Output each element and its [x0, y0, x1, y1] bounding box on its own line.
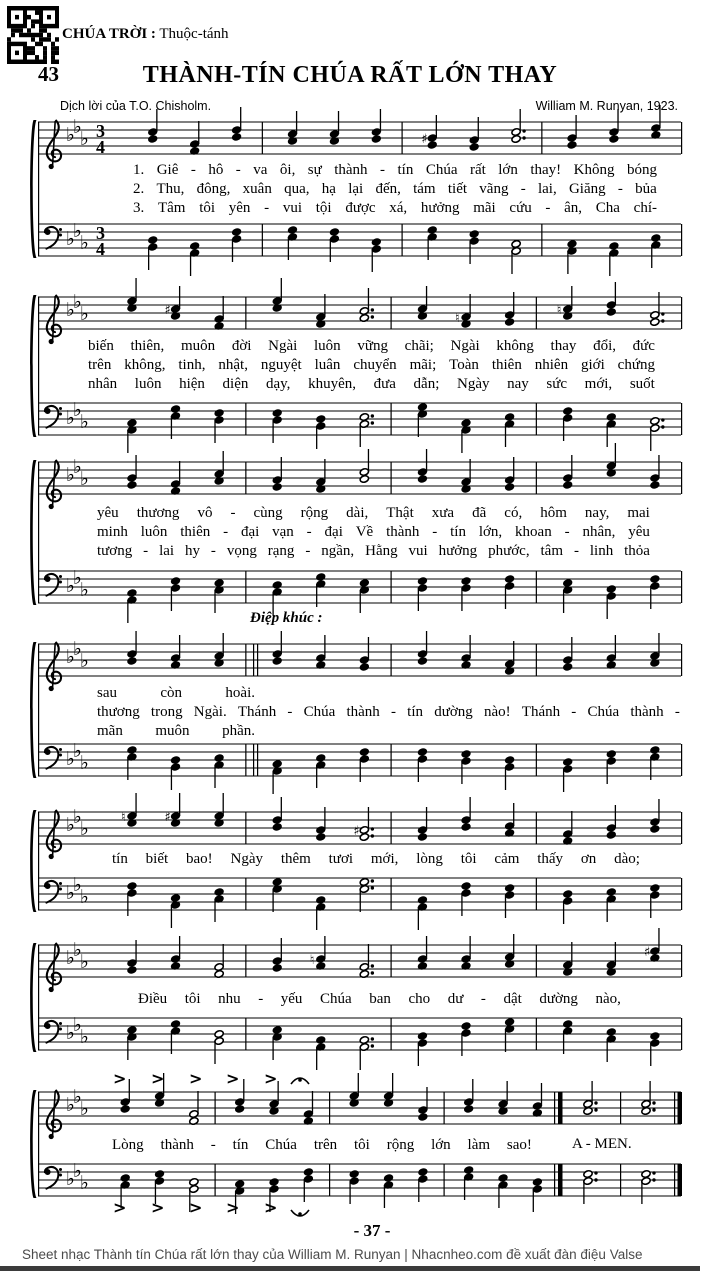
key-signature-flats — [66, 1086, 89, 1120]
svg-text:♭: ♭ — [80, 232, 89, 254]
svg-text:4: 4 — [96, 137, 105, 157]
lyric-line-system7-1: Lòng thành - tín Chúa trên tôi rộng lớn làm sao! — [112, 1137, 532, 1153]
system-brace — [30, 943, 36, 1052]
lyric-line-system2-3: nhân luôn hiện diện dạy, khuyên, đưa dẫn; Ngày nay sức mới, suốt — [88, 376, 655, 392]
treble-clef-icon — [47, 642, 61, 691]
accent-mark: > — [189, 1069, 203, 1088]
lyric-line-system3-2: minh luôn thiên - đại vạn - đại Về thành - tín lớn, khoan - nhân, yêu — [97, 524, 650, 540]
svg-text:♭: ♭ — [73, 1160, 82, 1182]
chorus-label: Điệp khúc : — [250, 610, 323, 626]
key-signature-flats — [66, 740, 89, 774]
svg-text:♯: ♯ — [421, 132, 428, 147]
amen-text: A - MEN. — [572, 1136, 632, 1152]
treble-clef-icon — [47, 810, 61, 859]
svg-text:♭: ♭ — [66, 882, 75, 904]
svg-text:4: 4 — [96, 239, 105, 259]
key-signature-flats — [66, 638, 89, 672]
svg-text:♭: ♭ — [80, 579, 89, 601]
bass-clef-icon — [45, 1167, 62, 1189]
music-system-7 — [0, 1069, 700, 1226]
svg-text:♭: ♭ — [66, 575, 75, 597]
accent-mark: > — [113, 1069, 127, 1088]
page-number: - 37 - — [353, 1221, 391, 1240]
svg-text:3: 3 — [96, 223, 105, 243]
accent-mark: > — [226, 1069, 240, 1088]
svg-text:♭: ♭ — [80, 128, 89, 150]
accent-mark: > — [264, 1069, 278, 1088]
svg-text:♭: ♭ — [73, 806, 82, 828]
svg-text:♭: ♭ — [73, 638, 82, 660]
key-signature-flats — [66, 220, 89, 254]
category-heading — [62, 26, 229, 43]
svg-text:♭: ♭ — [73, 740, 82, 762]
svg-text:♮: ♮ — [120, 810, 126, 825]
svg-text:♭: ♭ — [80, 411, 89, 433]
time-signature — [96, 121, 105, 157]
svg-text:♭: ♭ — [66, 407, 75, 429]
svg-text:♮: ♮ — [556, 303, 562, 318]
page-title: THÀNH-TÍN CHÚA RẤT LỚN THAY — [142, 62, 558, 88]
svg-text:♭: ♭ — [66, 1022, 75, 1044]
category-label: CHÚA TRỜI : — [62, 26, 156, 42]
music-system-5 — [0, 806, 700, 940]
svg-text:♭: ♭ — [66, 1094, 75, 1116]
svg-text:♭: ♭ — [80, 752, 89, 774]
fermata-icon — [291, 1210, 309, 1216]
svg-text:♭: ♭ — [73, 939, 82, 961]
key-signature-flats — [66, 399, 89, 433]
svg-text:♭: ♭ — [66, 947, 75, 969]
svg-text:♯: ♯ — [643, 945, 651, 960]
lyric-line-system3-1: yêu thương vô - cùng rộng dài, Thật xưa đã có, hôm nay, mai — [97, 505, 650, 521]
svg-text:♭: ♭ — [73, 567, 82, 589]
composer-credit: William M. Runyan, 1923. — [535, 99, 678, 113]
bass-clef-icon — [45, 406, 62, 428]
bass-clef-icon — [45, 881, 62, 903]
svg-text:♭: ♭ — [66, 814, 75, 836]
lyric-line-system3-3: tương - lai hy - vọng rạng - ngần, Hằng vui hưởng phước, tâm - linh thỏa — [97, 543, 650, 559]
svg-text:♭: ♭ — [80, 303, 89, 325]
category-value: Thuộc-tánh — [159, 26, 229, 42]
svg-text:♭: ♭ — [80, 468, 89, 490]
lyric-line-system1-1: 1. Giê - hô - va ôi, sự thành - tín Chúa rất lớn thay! Không bóng — [133, 162, 657, 178]
svg-text:♮: ♮ — [309, 953, 315, 968]
svg-text:♭: ♭ — [80, 650, 89, 672]
svg-text:♭: ♭ — [80, 886, 89, 908]
bass-clef-icon — [45, 574, 62, 596]
key-signature-flats — [66, 116, 89, 150]
svg-text:♭: ♭ — [66, 646, 75, 668]
svg-text:♯: ♯ — [164, 810, 171, 825]
svg-text:♭: ♭ — [66, 748, 75, 770]
svg-text:♭: ♭ — [73, 116, 82, 138]
svg-text:♭: ♭ — [66, 464, 75, 486]
svg-text:♭: ♭ — [73, 1014, 82, 1036]
key-signature-flats — [66, 874, 89, 908]
fermata-icon — [291, 1078, 309, 1084]
lyric-line-system1-2: 2. Thu, đông, xuân qua, hạ lại đến, tám tiết vãng - lai, Giăng - bủa — [133, 181, 657, 197]
lyric-line-system2-1: biến thiên, muôn đời Ngài luôn vững chãi; Ngài không thay đổi, đức — [88, 338, 655, 354]
lyric-line-system2-2: trên không, tinh, nhật, nguyệt luân chuyển mãi; Toàn thiên nhiên giới chứng — [88, 357, 655, 373]
key-signature-flats — [66, 939, 89, 973]
lyricist-credit: Dịch lời của T.O. Chisholm. — [60, 99, 212, 113]
system-brace — [30, 295, 36, 437]
bass-clef-icon — [45, 1021, 62, 1043]
hymn-number: 43 — [38, 62, 59, 86]
time-signature — [96, 223, 105, 259]
key-signature-flats — [66, 291, 89, 325]
svg-text:♭: ♭ — [80, 951, 89, 973]
treble-clef-icon — [47, 460, 61, 509]
lyric-line-system4-1: sau còn hoài. — [97, 685, 255, 701]
system-brace — [30, 1090, 36, 1198]
bass-clef-icon — [45, 227, 62, 249]
key-signature-flats — [66, 1014, 89, 1048]
qr-code-icon — [7, 6, 59, 64]
treble-clef-icon — [47, 295, 61, 344]
system-brace — [30, 120, 36, 258]
lyric-line-system6-1: Điều tôi nhu - yếu Chúa ban cho dư - dật dường nào, — [138, 991, 621, 1007]
svg-text:♭: ♭ — [73, 874, 82, 896]
music-system-6 — [0, 939, 700, 1080]
bass-clef-icon — [45, 747, 62, 769]
svg-text:♯: ♯ — [353, 824, 360, 839]
svg-text:♭: ♭ — [80, 1098, 89, 1120]
accent-mark: > — [189, 1198, 203, 1217]
svg-text:♯: ♯ — [164, 303, 171, 318]
accent-mark: > — [113, 1198, 127, 1217]
svg-text:♭: ♭ — [80, 1026, 89, 1048]
footer-caption: Sheet nhạc Thành tín Chúa rất lớn thay của William M. Runyan | Nhacnheo.com đề xuất đàn điệu Valse — [22, 1247, 643, 1262]
svg-text:♭: ♭ — [80, 1172, 89, 1194]
svg-text:♭: ♭ — [66, 228, 75, 250]
accent-mark: > — [151, 1069, 165, 1088]
svg-text:3: 3 — [96, 121, 105, 141]
treble-clef-icon — [47, 943, 61, 992]
lyric-line-system1-3: 3. Tâm tôi yên - vui tội được xá, hưởng mãi cứu - ân, Cha chí- — [133, 200, 657, 216]
accent-mark: > — [151, 1198, 165, 1217]
key-signature-flats — [66, 1160, 89, 1194]
svg-text:♭: ♭ — [66, 1168, 75, 1190]
svg-text:♭: ♭ — [80, 818, 89, 840]
svg-text:♭: ♭ — [73, 399, 82, 421]
svg-text:♭: ♭ — [73, 220, 82, 242]
key-signature-flats — [66, 806, 89, 840]
svg-text:♭: ♭ — [73, 291, 82, 313]
system-brace — [30, 810, 36, 912]
key-signature-flats — [66, 456, 89, 490]
lyric-line-system4-3: mãn muôn phần. — [97, 723, 255, 739]
svg-text:♮: ♮ — [455, 311, 460, 326]
footer-accent-bar — [0, 1266, 700, 1271]
accent-mark: > — [226, 1198, 240, 1217]
treble-clef-icon — [47, 120, 61, 169]
treble-clef-icon — [47, 1090, 61, 1139]
svg-text:♭: ♭ — [73, 1086, 82, 1108]
lyric-line-system4-2: thương trong Ngài. Thánh - Chúa thành - tín dường nào! Thánh - Chúa thành - — [97, 704, 680, 720]
accent-mark: > — [264, 1198, 278, 1217]
svg-text:♭: ♭ — [73, 456, 82, 478]
system-brace — [30, 460, 36, 605]
svg-text:♭: ♭ — [66, 299, 75, 321]
system-brace — [30, 642, 36, 778]
key-signature-flats — [66, 567, 89, 601]
lyric-line-system5-1: tín biết bao! Ngày thêm tươi mới, lòng tôi cảm thấy ơn dào; — [112, 851, 640, 867]
svg-text:♭: ♭ — [66, 124, 75, 146]
